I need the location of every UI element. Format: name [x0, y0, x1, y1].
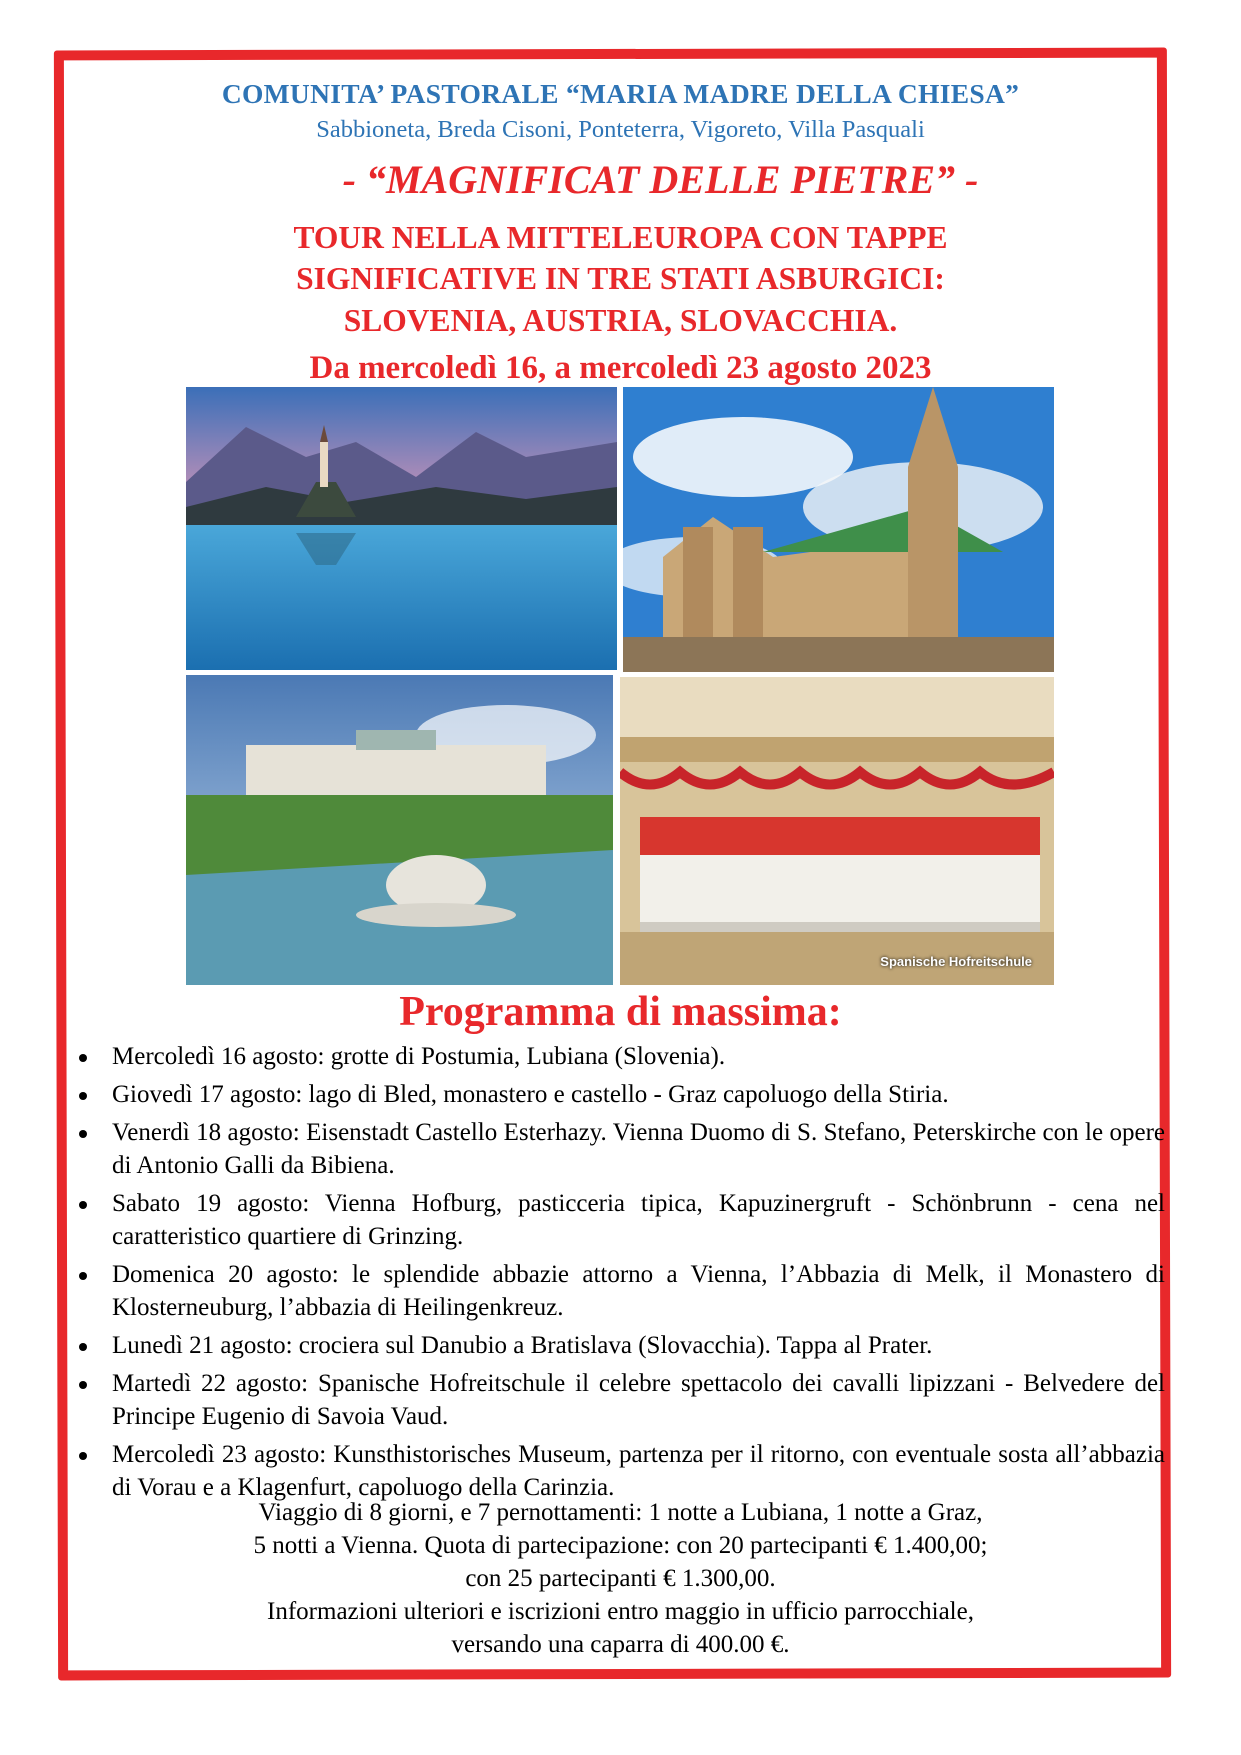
photo-spanish-riding-school: [620, 677, 1054, 985]
photo-belvedere: [186, 675, 613, 985]
program-item: Mercoledì 16 agosto: grotte di Postumia, Lubiana (Slovenia).: [70, 1040, 1165, 1073]
program-title: Programma di massima:: [399, 989, 842, 1035]
trip-details-line: versando una caparra di 400.00 €.: [451, 1631, 790, 1658]
photo-lake-bled: [186, 387, 617, 670]
trip-details-line: Viaggio di 8 giorni, e 7 pernottamenti: 1 notte a Lubiana, 1 notte a Graz,: [258, 1499, 983, 1526]
program-item: Mercoledì 23 agosto: Kunsthistorisches Museum, partenza per il ritorno, con eventuale sosta all’abbazia di Vorau e a Klagenfurt, capoluogo della Carinzia.: [70, 1438, 1165, 1504]
program-item: Domenica 20 agosto: le splendide abbazie attorno a Vienna, l’Abbazia di Melk, il Monastero di Klosterneuburg, l’abbazia di Heilingenkreuz.: [70, 1258, 1165, 1324]
photo-collage: [186, 387, 1054, 985]
program-item: Martedì 22 agosto: Spanische Hofreitschule il celebre spettacolo dei cavalli lipizzani - Belvedere del Principe Eugenio di Savoia Vaud.: [70, 1367, 1165, 1433]
parishes-list: Sabbioneta, Breda Cisoni, Ponteterra, Vigoreto, Villa Pasquali: [316, 116, 925, 143]
trip-details: [60, 1496, 1181, 1661]
tour-line-2: SIGNIFICATIVE IN TRE STATI ASBURGICI:: [296, 261, 945, 296]
program-item: Sabato 19 agosto: Vienna Hofburg, pasticceria tipica, Kapuzinergruft - Schönbrunn - cena nel caratteristico quartiere di Grinzing.: [70, 1187, 1165, 1253]
program-item: Giovedì 17 agosto: lago di Bled, monastero e castello - Graz capoluogo della Stiria.: [70, 1078, 1165, 1111]
tour-dates: Da mercoledì 16, a mercoledì 23 agosto 2023: [309, 350, 932, 386]
tour-line-1: TOUR NELLA MITTELEUROPA CON TAPPE: [293, 220, 948, 255]
event-title: - “MAGNIFICAT DELLE PIETRE” -: [342, 157, 979, 202]
photo-vienna-cathedral: [623, 387, 1054, 672]
program-item: Venerdì 18 agosto: Eisenstadt Castello Esterhazy. Vienna Duomo di S. Stefano, Peterskirche con le opere di Antonio Galli da Bibiena.: [70, 1116, 1165, 1182]
trip-details-line: Informazioni ulteriori e iscrizioni entro maggio in ufficio parrocchiale,: [267, 1598, 974, 1625]
community-title: COMUNITA’ PASTORALE “MARIA MADRE DELLA CHIESA”: [221, 78, 1020, 109]
trip-details-line: 5 notti a Vienna. Quota di partecipazione: con 20 partecipanti € 1.400,00;: [253, 1532, 988, 1559]
trip-details-line: con 25 partecipanti € 1.300,00.: [465, 1565, 776, 1592]
program-list: [70, 1040, 1165, 1509]
program-item: Lunedì 21 agosto: crociera sul Danubio a Bratislava (Slovacchia). Tappa al Prater.: [70, 1329, 1165, 1362]
photo-caption: Spanische Hofreitschule: [880, 954, 1032, 969]
tour-line-3: SLOVENIA, AUSTRIA, SLOVACCHIA.: [343, 303, 898, 338]
